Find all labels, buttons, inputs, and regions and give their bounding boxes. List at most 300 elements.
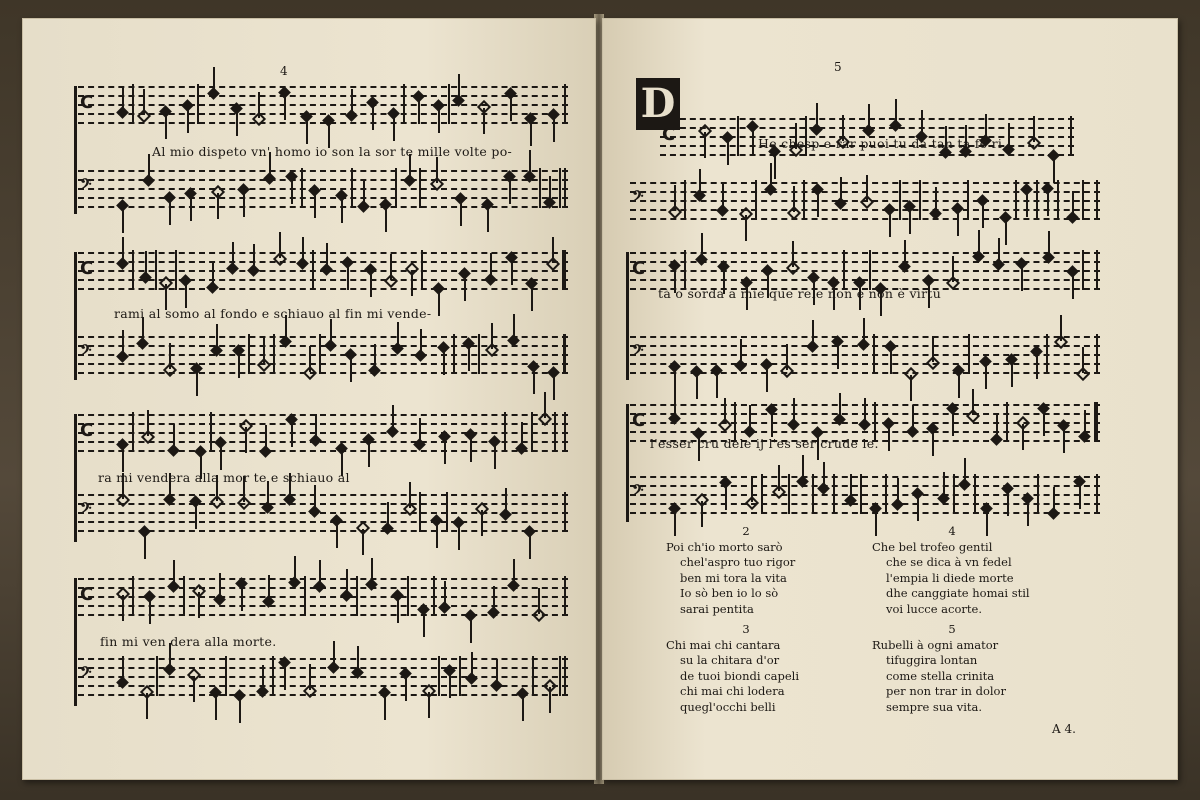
- bar-line: [132, 84, 134, 124]
- note-stem: [148, 154, 150, 180]
- note-stem: [1008, 123, 1010, 149]
- stanza-line: de tuoi biondi capeli: [680, 668, 799, 683]
- note-stem: [122, 86, 124, 112]
- note-stem: [215, 694, 217, 720]
- staff-line: [78, 113, 568, 115]
- note-stem: [722, 184, 724, 210]
- note-stem: [530, 120, 532, 146]
- bar-line: [812, 474, 814, 514]
- stanza-line: Chi mai chi cantara: [666, 637, 781, 652]
- lyric-line-2: tà o sorda a mie que rele non e non è virtù: [658, 286, 942, 301]
- stanza-line: Poi ch'io morto sarò: [666, 539, 783, 554]
- note-stem: [384, 694, 386, 720]
- note-stem: [866, 175, 868, 201]
- note-stem: [1036, 353, 1038, 379]
- bar-line: [459, 656, 461, 696]
- bar-line: [869, 250, 871, 290]
- end-bar-line: [564, 656, 566, 696]
- staff-line: [78, 188, 568, 190]
- clef-symbol: C: [80, 258, 94, 279]
- staff-line: [78, 414, 568, 416]
- note-stem: [370, 271, 372, 297]
- bar-line: [433, 576, 435, 616]
- bar-line: [833, 474, 835, 514]
- decorated-initial-letter: D: [636, 78, 680, 130]
- bar-line: [403, 84, 405, 124]
- note-stem: [443, 349, 445, 375]
- note-stem: [912, 405, 914, 431]
- music-staff: [78, 336, 568, 380]
- bar-line: [885, 474, 887, 514]
- note-stem: [553, 116, 555, 142]
- staff-line: [630, 485, 1100, 487]
- bar-line: [532, 656, 534, 696]
- end-bar-line: [1096, 250, 1098, 290]
- staff-line: [78, 676, 568, 678]
- stanza-line: ben mi tora la vita: [680, 570, 787, 585]
- stanza-line: tifuggira lontan: [886, 653, 978, 667]
- note-stem: [505, 488, 507, 514]
- stanza-3: [666, 622, 799, 715]
- note-stem: [1048, 231, 1050, 257]
- stanza-number: 3: [742, 622, 750, 636]
- note-stem: [346, 569, 348, 595]
- note-stem: [840, 177, 842, 203]
- note-stem: [411, 270, 413, 296]
- note-stem: [122, 330, 124, 356]
- note-stem: [538, 588, 540, 614]
- note-stem: [397, 322, 399, 348]
- staff-line: [78, 503, 568, 505]
- right-page: [602, 18, 1178, 780]
- note-stem: [802, 455, 804, 481]
- note-stem: [674, 368, 676, 394]
- note-stem: [326, 243, 328, 269]
- clef-symbol: C: [662, 124, 676, 145]
- stanza-line: che se dica à vn fedel: [886, 555, 1012, 569]
- page-number: 4: [280, 64, 288, 78]
- lyric-line-4: fin mi ven dera alla morte.: [100, 634, 277, 649]
- note-stem: [243, 191, 245, 217]
- bar-line: [684, 180, 686, 220]
- note-stem: [279, 232, 281, 258]
- note-stem: [521, 422, 523, 448]
- note-stem: [952, 256, 954, 282]
- note-stem: [405, 675, 407, 701]
- note-stem: [239, 697, 241, 723]
- note-stem: [1027, 500, 1029, 526]
- bar-line: [132, 412, 134, 452]
- note-stem: [212, 261, 214, 287]
- system-brace: [74, 252, 77, 380]
- clef-symbol: 𝄢: [80, 342, 92, 363]
- note-stem: [513, 314, 515, 340]
- staff-line: [78, 86, 568, 88]
- note-stem: [173, 560, 175, 586]
- note-stem: [236, 110, 238, 136]
- end-bar-line: [564, 412, 566, 452]
- lyric-line-3: ra mi vendera alla mor te e schiauo al: [98, 470, 350, 485]
- stanza-line: Rubelli à ogni amator: [872, 637, 999, 652]
- note-stem: [752, 128, 754, 154]
- note-stem: [330, 319, 332, 345]
- note-stem: [897, 478, 899, 504]
- note-stem: [771, 411, 773, 437]
- note-stem: [253, 244, 255, 270]
- note-stem: [932, 430, 934, 456]
- stanza-4: [872, 524, 1030, 617]
- note-stem: [165, 113, 167, 139]
- note-stem: [1033, 116, 1035, 142]
- note-stem: [464, 275, 466, 301]
- note-stem: [468, 345, 470, 371]
- stanza-line: chel'aspro tuo rigor: [680, 555, 796, 569]
- note-stem: [792, 241, 794, 267]
- stanza-number: 2: [742, 524, 750, 538]
- note-stem: [219, 573, 221, 599]
- note-stem: [868, 104, 870, 130]
- note-stem: [145, 251, 147, 277]
- note-stem: [351, 89, 353, 115]
- lyric-line-1: Al mio dispeto vn' homo io son la sor te mille volte po-: [152, 144, 513, 159]
- note-stem: [363, 180, 365, 206]
- note-stem: [319, 560, 321, 586]
- note-stem: [143, 89, 145, 115]
- note-stem: [284, 94, 286, 120]
- note-stem: [863, 318, 865, 344]
- note-stem: [553, 374, 555, 400]
- note-stem: [368, 441, 370, 467]
- note-stem: [850, 474, 852, 500]
- note-stem: [428, 692, 430, 718]
- staff-line: [78, 667, 568, 669]
- bar-line: [860, 474, 862, 514]
- staff-line: [630, 363, 1100, 365]
- stanza-line: l'empia li diede morte: [886, 570, 1014, 585]
- bar-line: [478, 334, 480, 374]
- note-stem: [147, 410, 149, 436]
- note-stem: [895, 99, 897, 125]
- note-stem: [185, 282, 187, 308]
- note-stem: [701, 233, 703, 259]
- note-stem: [985, 363, 987, 389]
- note-stem: [418, 98, 420, 124]
- note-stem: [509, 178, 511, 204]
- note-stem: [522, 695, 524, 721]
- note-stem: [122, 207, 124, 233]
- bar-line: [225, 656, 227, 696]
- end-bar-line: [1096, 180, 1098, 220]
- end-bar-line: [1096, 334, 1098, 374]
- bar-line: [974, 474, 976, 514]
- note-stem: [549, 176, 551, 202]
- bar-line: [175, 250, 177, 290]
- page-number: 5: [834, 60, 842, 74]
- note-stem: [374, 344, 376, 370]
- staff-line: [78, 336, 568, 338]
- stanza-number: 5: [948, 622, 956, 636]
- note-stem: [544, 392, 546, 418]
- lyric-line-3: l'esser cru dele ij l'es ser crude le.: [650, 436, 879, 451]
- note-stem: [390, 254, 392, 280]
- note-stem: [943, 472, 945, 498]
- note-stem: [786, 344, 788, 370]
- end-bar-line: [564, 576, 566, 616]
- note-stem: [921, 110, 923, 136]
- note-stem: [438, 107, 440, 133]
- note-stem: [904, 240, 906, 266]
- note-stem: [471, 652, 473, 678]
- note-stem: [309, 664, 311, 690]
- note-stem: [935, 187, 937, 213]
- end-bar-line: [564, 334, 566, 374]
- note-stem: [1047, 190, 1049, 216]
- note-stem: [1053, 157, 1055, 183]
- note-stem: [144, 533, 146, 559]
- lyric-line-1: He chesp e rar puoi tu da tan ta fe ri: [758, 136, 1003, 151]
- end-bar-line: [564, 168, 566, 208]
- note-stem: [173, 424, 175, 450]
- system-brace: [74, 86, 77, 214]
- clef-symbol: 𝄢: [632, 482, 644, 503]
- note-stem: [674, 185, 676, 211]
- note-stem: [397, 597, 399, 623]
- note-stem: [291, 421, 293, 447]
- note-stem: [1007, 490, 1009, 516]
- bar-line: [1036, 180, 1038, 220]
- note-stem: [964, 458, 966, 484]
- end-bar-line: [564, 250, 566, 290]
- end-bar-line: [1070, 116, 1072, 156]
- note-stem: [487, 206, 489, 232]
- note-stem: [751, 476, 753, 502]
- music-staff: [630, 336, 1100, 380]
- note-stem: [552, 237, 554, 263]
- note-stem: [436, 157, 438, 183]
- bar-line: [448, 84, 450, 124]
- staff-line: [78, 104, 568, 106]
- note-stem: [749, 405, 751, 431]
- music-staff: [630, 182, 1100, 226]
- bar-line: [1046, 334, 1048, 374]
- note-stem: [187, 107, 189, 133]
- note-stem: [890, 348, 892, 374]
- bar-line: [761, 474, 763, 514]
- note-stem: [823, 462, 825, 488]
- note-stem: [314, 192, 316, 218]
- note-stem: [1063, 427, 1065, 453]
- lyric-line-2: rami al somo al fondo e schiauo al fin mi vende-: [114, 306, 432, 321]
- bar-line: [968, 334, 970, 374]
- staff-line: [78, 170, 568, 172]
- note-stem: [423, 611, 425, 637]
- clef-symbol: 𝄢: [632, 342, 644, 363]
- note-stem: [309, 346, 311, 372]
- staff-line: [78, 372, 568, 374]
- note-stem: [341, 197, 343, 223]
- end-bar-line: [564, 492, 566, 532]
- note-stem: [837, 343, 839, 369]
- staff-line: [78, 363, 568, 365]
- music-staff: [78, 252, 568, 296]
- note-stem: [436, 522, 438, 548]
- note-stem: [216, 324, 218, 350]
- note-stem: [888, 425, 890, 451]
- bar-line: [873, 334, 875, 374]
- note-stem: [220, 444, 222, 470]
- bar-line: [248, 334, 250, 374]
- note-stem: [444, 438, 446, 464]
- note-stem: [483, 108, 485, 134]
- note-stem: [458, 74, 460, 100]
- bar-line: [419, 492, 421, 532]
- note-stem: [699, 169, 701, 195]
- stanza-2: [666, 524, 795, 617]
- note-stem: [1021, 265, 1023, 291]
- note-stem: [770, 163, 772, 189]
- note-stem: [333, 641, 335, 667]
- bar-line: [559, 168, 561, 208]
- note-stem: [372, 104, 374, 130]
- bar-line: [197, 84, 199, 124]
- left-page: [22, 18, 596, 780]
- note-stem: [972, 389, 974, 415]
- note-stem: [932, 336, 934, 362]
- staff-line: [630, 270, 1100, 272]
- note-stem: [263, 338, 265, 364]
- note-stem: [1084, 410, 1086, 436]
- note-stem: [122, 446, 124, 472]
- note-stem: [350, 356, 352, 382]
- stanza-line: sarai pentita: [680, 601, 754, 616]
- clef-symbol: 𝄢: [80, 664, 92, 685]
- music-staff: [78, 86, 568, 130]
- stanza-line: Io sò ben io lo sò: [680, 586, 779, 600]
- note-stem: [122, 237, 124, 263]
- note-stem: [314, 485, 316, 511]
- note-stem: [491, 323, 493, 349]
- bar-line: [919, 180, 921, 220]
- staff-line: [78, 658, 568, 660]
- note-stem: [265, 425, 267, 451]
- bar-line: [554, 412, 556, 452]
- clef-symbol: 𝄢: [632, 188, 644, 209]
- note-stem: [998, 238, 1000, 264]
- bar-line: [899, 180, 901, 220]
- note-stem: [490, 253, 492, 279]
- note-stem: [727, 139, 729, 165]
- bar-line: [132, 576, 134, 616]
- staff-line: [630, 476, 1100, 478]
- note-stem: [529, 533, 531, 559]
- bar-line: [967, 180, 969, 220]
- note-stem: [1072, 273, 1074, 299]
- staff-line: [78, 252, 568, 254]
- bar-line: [210, 412, 212, 452]
- note-stem: [1072, 191, 1074, 217]
- note-stem: [196, 370, 198, 396]
- note-stem: [1060, 315, 1062, 341]
- music-staff: [630, 476, 1100, 520]
- note-stem: [470, 436, 472, 462]
- note-stem: [449, 672, 451, 698]
- note-stem: [982, 202, 984, 228]
- stanza-line: sempre sua vita.: [886, 699, 983, 714]
- stanza-line: Che bel trofeo gentil: [872, 539, 993, 554]
- stanza-line: quegl'occhi belli: [680, 699, 776, 714]
- note-stem: [169, 199, 171, 225]
- note-stem: [910, 375, 912, 401]
- note-stem: [817, 191, 819, 217]
- note-stem: [716, 372, 718, 398]
- note-stem: [291, 178, 293, 204]
- staff-line: [78, 206, 568, 208]
- music-staff: [78, 170, 568, 214]
- note-stem: [232, 242, 234, 268]
- note-stem: [1043, 410, 1045, 436]
- note-stem: [549, 687, 551, 713]
- note-stem: [745, 215, 747, 241]
- note-stem: [978, 230, 980, 256]
- note-stem: [778, 465, 780, 491]
- staff-line: [630, 336, 1100, 338]
- staff-line: [78, 494, 568, 496]
- bar-line: [351, 168, 353, 208]
- clef-symbol: C: [632, 258, 646, 279]
- bar-line: [539, 168, 541, 208]
- clef-symbol: C: [80, 92, 94, 113]
- note-stem: [195, 503, 197, 529]
- note-stem: [493, 586, 495, 612]
- note-stem: [419, 418, 421, 444]
- note-stem: [357, 646, 359, 672]
- bar-line: [304, 576, 306, 616]
- clef-symbol: 𝄢: [80, 176, 92, 197]
- note-stem: [371, 558, 373, 584]
- staff-line: [630, 209, 1100, 211]
- staff-line: [630, 354, 1100, 356]
- bar-line: [953, 474, 955, 514]
- bar-line: [407, 576, 409, 616]
- note-stem: [438, 290, 440, 316]
- staff-line: [78, 530, 568, 532]
- system-brace: [626, 404, 629, 522]
- staff-line: [78, 95, 568, 97]
- bar-line: [1082, 250, 1084, 290]
- bar-line: [559, 656, 561, 696]
- note-stem: [1022, 424, 1024, 450]
- note-stem: [766, 366, 768, 392]
- note-stem: [409, 482, 411, 508]
- bar-line: [273, 334, 275, 374]
- note-stem: [146, 693, 148, 719]
- stanza-line: per non trar in dolor: [886, 684, 1006, 698]
- note-stem: [241, 585, 243, 611]
- bar-line: [684, 250, 686, 290]
- note-stem: [674, 392, 676, 418]
- system-brace: [74, 414, 77, 542]
- note-stem: [420, 329, 422, 355]
- staff-line: [78, 197, 568, 199]
- note-stem: [996, 413, 998, 439]
- bar-line: [155, 250, 157, 290]
- note-stem: [393, 115, 395, 141]
- note-stem: [481, 510, 483, 536]
- stanza-number: 4: [948, 524, 956, 538]
- note-stem: [957, 210, 959, 236]
- bar-line: [132, 250, 134, 290]
- note-stem: [245, 427, 247, 453]
